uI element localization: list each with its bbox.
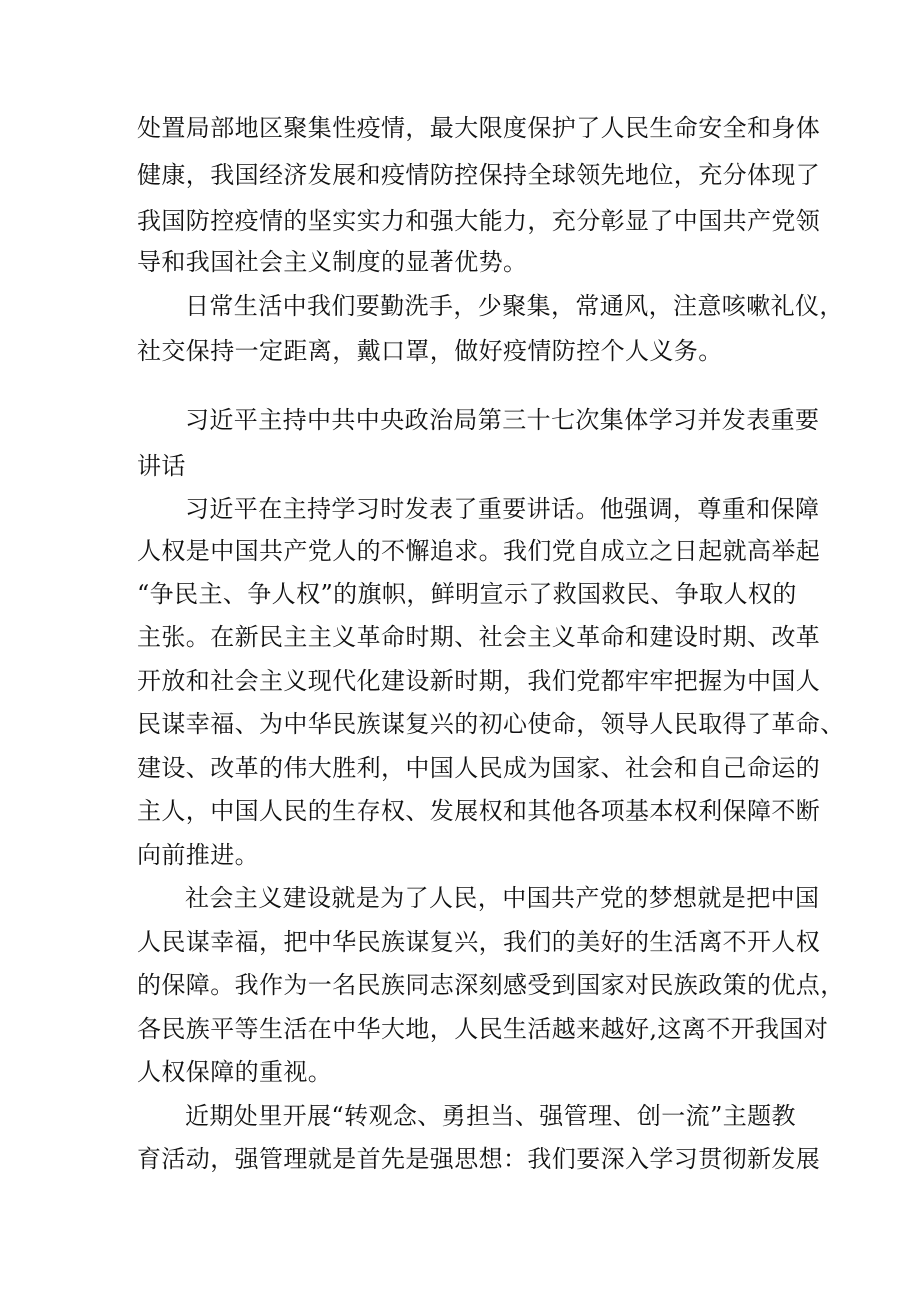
text-line: 习近平在主持学习时发表了重要讲话。他强调，尊重和保障 [185, 495, 820, 523]
text-line: 主张。在新民主主义革命时期、社会主义革命和建设时期、改革 [137, 623, 821, 651]
text-line: 社会主义建设就是为了人民，中国共产党的梦想就是把中国 [185, 884, 820, 912]
text-line: “争民主、争人权”的旗帜，鲜明宣示了救国救民、争取人权的 [137, 580, 797, 608]
text-line: 主人，中国人民的生存权、发展权和其他各项基本权利保障不断 [137, 797, 821, 825]
text-line: 社交保持一定距离，戴口罩，做好疫情防控个人义务。 [137, 337, 723, 365]
text-line: 我国防控疫情的坚实实力和强大能力，充分彰显了中国共产党领 [137, 207, 821, 235]
text-line: 人权保障的重视。 [137, 1058, 333, 1086]
text-line: 处置局部地区聚集性疫情，最大限度保护了人民生命安全和身体 [137, 114, 821, 142]
text-line: 健康，我国经济发展和疫情防控保持全球领先地位，充分体现了 [137, 161, 821, 189]
section-heading: 讲话 [137, 452, 186, 480]
text-line: 人民谋幸福，把中华民族谋复兴，我们的美好的生活离不开人权 [137, 928, 821, 956]
text-line: 日常生活中我们要勤洗手，少聚集，常通风，注意咳嗽礼仪， [185, 292, 844, 320]
text-line: 民谋幸福、为中华民族谋复兴的初心使命，领导人民取得了革命、 [137, 710, 845, 738]
text-line: 建设、改革的伟大胜利，中国人民成为国家、社会和自己命运的 [137, 754, 821, 782]
text-line: 的保障。我作为一名民族同志深刻感受到国家对民族政策的优点， [137, 971, 845, 999]
section-heading: 习近平主持中共中央政治局第三十七次集体学习并发表重要 [185, 406, 820, 434]
text-line: 各民族平等生活在中华大地，人民生活越来越好,这离不开我国对 [137, 1015, 829, 1043]
text-line: 向前推进。 [137, 841, 259, 869]
text-line: 人权是中国共产党人的不懈追求。我们党自成立之日起就高举起 [137, 537, 821, 565]
text-line: 育活动，强管理就是首先是强思想：我们要深入学习贯彻新发展 [137, 1145, 821, 1173]
text-line: 导和我国社会主义制度的显著优势。 [137, 248, 528, 276]
text-line: 开放和社会主义现代化建设新时期，我们党都牢牢把握为中国人 [137, 667, 821, 695]
text-line: 近期处里开展“转观念、勇担当、强管理、创一流”主题教 [185, 1102, 796, 1130]
